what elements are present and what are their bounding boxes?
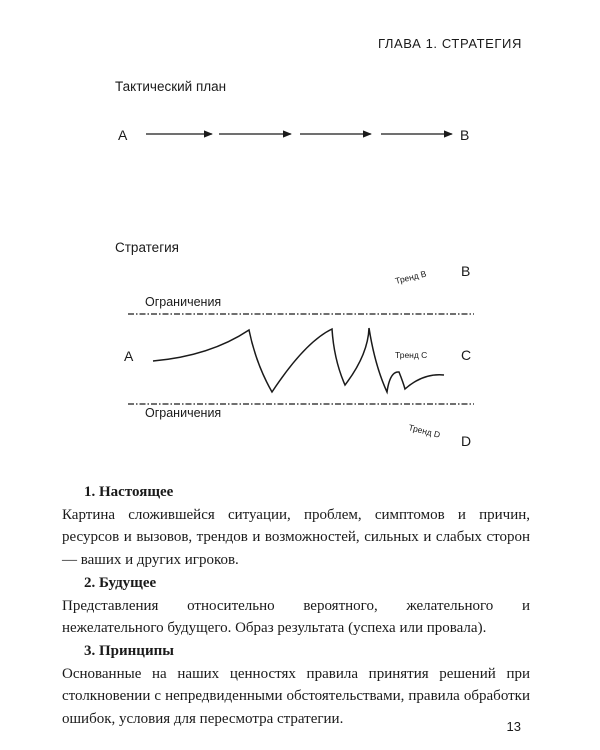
trend-b-label: Тренд B [394,268,428,286]
trend-d-label: Тренд D [407,422,442,440]
section-body-principles: Основанные на наших ценностях правила принятия решений при столкновении с непредвиденными обстоятельствами, правила обработки ошибок, условия для пересмотра стратегии. [62,665,530,728]
strategy-target-d: D [461,433,472,449]
principles-list [62,481,530,731]
section-heading-future: 2. Будущее [84,574,157,591]
strategy-start-a: A [124,348,134,364]
tactical-plan-title: Тактический план [115,79,227,94]
page-number: 13 [506,719,521,734]
strategy-target-b: B [461,263,471,279]
strategy-target-c: C [461,347,472,363]
upper-constraint-label: Ограничения [145,295,222,309]
section-heading-present: 1. Настоящее [84,484,174,500]
lower-constraint-label: Ограничения [145,406,222,420]
section-body-present: Картина сложившейся ситуации, проблем, симптомов и причин, ресурсов и вызовов, трендов и возможностей, сильных и слабых сторон — ваших и других игроков. [62,506,530,569]
tactical-plan-diagram [118,127,469,143]
trend-c-label: Тренд C [395,350,428,360]
section-heading-principles: 3. Принципы [84,642,174,659]
section-body-future: Представления относительно вероятного, желательного и нежелательного будущего. Образ результата (успеха или провала). [62,597,530,637]
strategy-path [153,328,444,392]
tactical-point-b: B [460,127,470,143]
tactical-point-a: A [118,127,128,143]
running-head: ГЛАВА 1. СТРАТЕГИЯ [377,36,522,51]
strategy-diagram [124,263,474,449]
strategy-title: Стратегия [115,240,179,255]
